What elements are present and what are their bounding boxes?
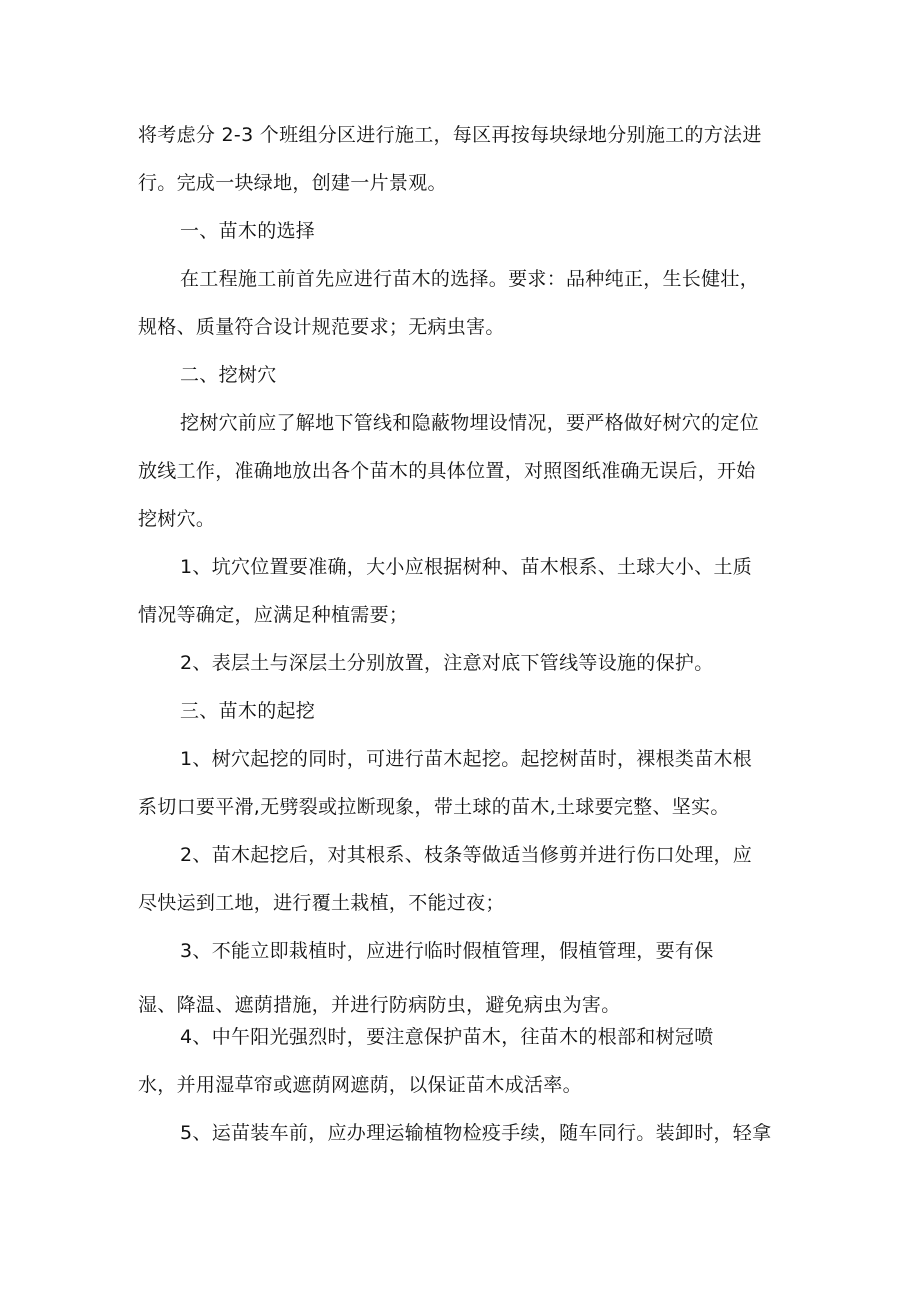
section-heading: 二、挖树穴 [180,364,277,386]
paragraph-line: 放线工作，准确地放出各个苗木的具体位置，对照图纸准确无误后，开始 [138,460,756,482]
list-item-line: 1、树穴起挖的同时，可进行苗木起挖。起挖树苗时，裸根类苗木根 [180,748,753,770]
list-item-line: 3、不能立即栽植时，应进行临时假植管理，假植管理，要有保 [180,940,714,962]
list-item-line: 系切口要平滑,无劈裂或拉断现象，带土球的苗木,土球要完整、坚实。 [138,796,730,818]
list-item-line: 5、运苗装车前，应办理运输植物检疫手续，随车同行。装卸时，轻拿 [180,1122,772,1144]
list-item-line: 湿、降温、遮荫措施，并进行防病防虫，避免病虫为害。 [138,994,621,1016]
list-item-line: 4、中午阳光强烈时，要注意保护苗木，往苗木的根部和树冠喷 [180,1026,714,1048]
paragraph-line: 在工程施工前首先应进行苗木的选择。要求：品种纯正，生长健壮， [180,268,760,290]
paragraph-line: 行。完成一块绿地，创建一片景观。 [138,172,447,194]
paragraph-line: 将考虑分 2-3 个班组分区进行施工，每区再按每块绿地分别施工的方法进 [138,124,762,146]
list-item-line: 2、表层土与深层土分别放置，注意对底下管线等设施的保护。 [180,652,714,674]
list-item-line: 2、苗木起挖后，对其根系、枝条等做适当修剪并进行伤口处理，应 [180,844,753,866]
paragraph-line: 挖树穴。 [138,508,216,530]
section-heading: 三、苗木的起挖 [180,700,316,722]
list-item-line: 水，并用湿草帘或遮荫网遮荫，以保证苗木成活率。 [138,1074,582,1096]
paragraph-line: 规格、质量符合设计规范要求；无病虫害。 [138,316,505,338]
list-item-line: 1、坑穴位置要准确，大小应根据树种、苗木根系、土球大小、土质 [180,556,753,578]
list-item-line: 情况等确定，应满足种植需要； [138,604,409,626]
section-heading: 一、苗木的选择 [180,220,316,242]
paragraph-line: 挖树穴前应了解地下管线和隐蔽物埋设情况，要严格做好树穴的定位 [180,412,760,434]
list-item-line: 尽快运到工地，进行覆土栽植，不能过夜； [138,892,505,914]
